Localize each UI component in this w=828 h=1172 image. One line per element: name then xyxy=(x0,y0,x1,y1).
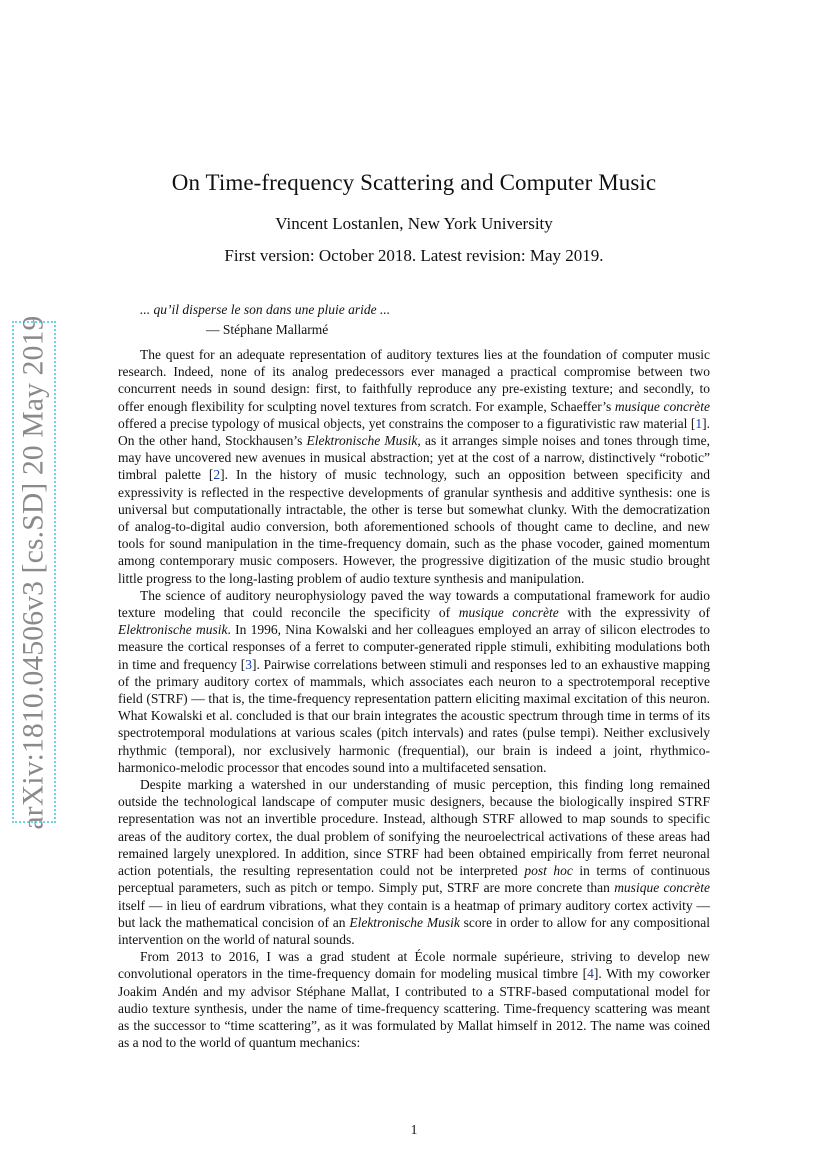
body-paragraph xyxy=(118,587,710,776)
paragraph-text: with the expressivity of xyxy=(558,605,711,621)
paragraph-text: score in order to allow for any compositional intervention on the world of natural sounds. xyxy=(118,914,711,947)
paper-author: Vincent Lostanlen, New York University xyxy=(275,214,553,233)
emphasized-term: Elektronische Musik xyxy=(306,433,418,449)
paper-body xyxy=(118,346,710,1051)
paragraph-text: The quest for an adequate representation of auditory textures lies at the foundation of computer music research. Indeed, none of its analog predecessors ever managed a practical compromise between two concurrent needs in sound design: first, to faithfully reproduce any pre-existing texture; and secondly, to offer enough flexibility for sculpting novel textures from scratch. For example, Schaeffer’s xyxy=(118,347,710,414)
page-number: 1 xyxy=(410,1122,418,1137)
emphasized-term: Elektronische Musik xyxy=(349,914,460,930)
arxiv-stamp-text: arXiv:1810.04506v3 [cs.SD] 20 May 2019 xyxy=(17,315,50,829)
paragraph-text: offered a precise typology of musical objects, yet constrains the composer to a figurativistic raw material [ xyxy=(118,415,696,431)
paragraph-text: ]. Pairwise correlations between stimuli and responses led to an exhaustive mapping of the primary auditory cortex of mammals, which associates each neuron to a spectrotemporal receptive field (STRF) — that is, the time-frequency representation pattern eliciting maximal excitation of this neuron. What Kowalski et al. concluded is that our brain integrates the acoustic spectrum through time in terms of its spectrotemporal modulations at various scales (pitch intervals) and rates (pulse tempi). Neither exclusively rhythmic (temporal), nor exclusively harmonic (frequential), our brain is indeed a joint, rhythmico-harmonico-melodic processor that encodes sound into a multifaceted sensation. xyxy=(118,656,710,775)
citation-link[interactable]: 1 xyxy=(695,415,703,431)
paper-dates: First version: October 2018. Latest revision: May 2019. xyxy=(224,246,604,265)
paragraph-text: , as it arranges simple noises and tones through time, may have uncovered new avenues in musical abstraction; yet at the cost of a narrow, distinctively “robotic” timbral palette [ xyxy=(118,433,711,483)
citation-link[interactable]: 4 xyxy=(587,966,594,982)
citation-link[interactable]: 3 xyxy=(245,656,253,672)
epigraph xyxy=(140,300,390,340)
epigraph-source: — Stéphane Mallarmé xyxy=(206,322,329,337)
paragraph-text: Despite marking a watershed in our understanding of music perception, this finding long remained outside the technological landscape of computer music designers, because the biologically inspired STRF representation was not an invertible procedure. Instead, although STRF allowed to map sounds to specific areas of the auditory cortex, the dual problem of sonifying the neuroelectrical activations of these areas had remained largely unexplored. In addition, since STRF had been obtained empirically from ferret neuronal action potentials, the resulting representation could not be interpreted xyxy=(118,777,710,879)
paragraph-text: The science of auditory neurophysiology paved the way towards a computational framework for audio texture modeling that could reconcile the specificity of xyxy=(118,587,710,621)
paragraph-text: ]. On the other hand, Stockhausen’s xyxy=(118,415,710,449)
emphasized-term: post hoc xyxy=(524,863,573,879)
emphasized-term: musique concrète xyxy=(458,605,559,621)
emphasized-term: Elektronische musik xyxy=(118,622,228,638)
paragraph-text: . In 1996, Nina Kowalski and her colleagues employed an array of silicon electrodes to measure the cortical responses of a ferret to computer-generated ripple stimuli, exhibiting modulations both in time and frequency [ xyxy=(118,622,710,672)
body-paragraph xyxy=(118,948,710,1051)
epigraph-quote: ... qu’il disperse le son dans une pluie aride ... xyxy=(140,302,391,317)
paragraph-text: ]. In the history of music technology, such an opposition between specificity and expressivity is reflected in the respective developments of granular synthesis and additive synthesis: one is universal but computationally intractable, the other is terse but somewhat clunky. With the democratization of analog-to-digital audio conversion, both aforementioned schools of thought came to decline, and new tools for sound manipulation in the time-frequency domain, such as the phase vocoder, gained momentum among contemporary music composers. However, the progressive digitization of the music studio brought little progress to the long-lasting problem of audio texture synthesis and manipulation. xyxy=(118,467,711,586)
paragraph-text: From 2013 to 2016, I was a grad student at École normale supérieure, striving to develop new convolutional operators in the time-frequency domain for modeling musical timbre [ xyxy=(118,949,710,982)
body-paragraph xyxy=(118,346,710,587)
body-paragraph xyxy=(118,776,710,948)
paper-title: On Time-frequency Scattering and Computer Music xyxy=(171,170,657,195)
arxiv-stamp xyxy=(14,315,54,829)
paragraph-text: in terms of continuous perceptual parameters, such as pitch or tempo. Simply put, STRF are more concrete than xyxy=(118,863,710,896)
paragraph-text: itself — in lieu of eardrum vibrations, what they contain is a heatmap of primary auditory cortex activity — but lack the mathematical concision of an xyxy=(118,897,710,930)
paragraph-text: ]. With my coworker Joakim Andén and my advisor Stéphane Mallat, I contributed to a STRF-based computational model for audio texture synthesis, under the name of time-frequency scattering. Time-frequency scattering was meant as the successor to “time scattering”, as it was formulated by Mallat himself in 2012. The name was coined as a nod to the world of quantum mechanics: xyxy=(118,966,710,1051)
citation-link[interactable]: 2 xyxy=(213,467,221,483)
emphasized-term: musique concrète xyxy=(614,398,710,414)
emphasized-term: musique concrète xyxy=(614,880,711,896)
